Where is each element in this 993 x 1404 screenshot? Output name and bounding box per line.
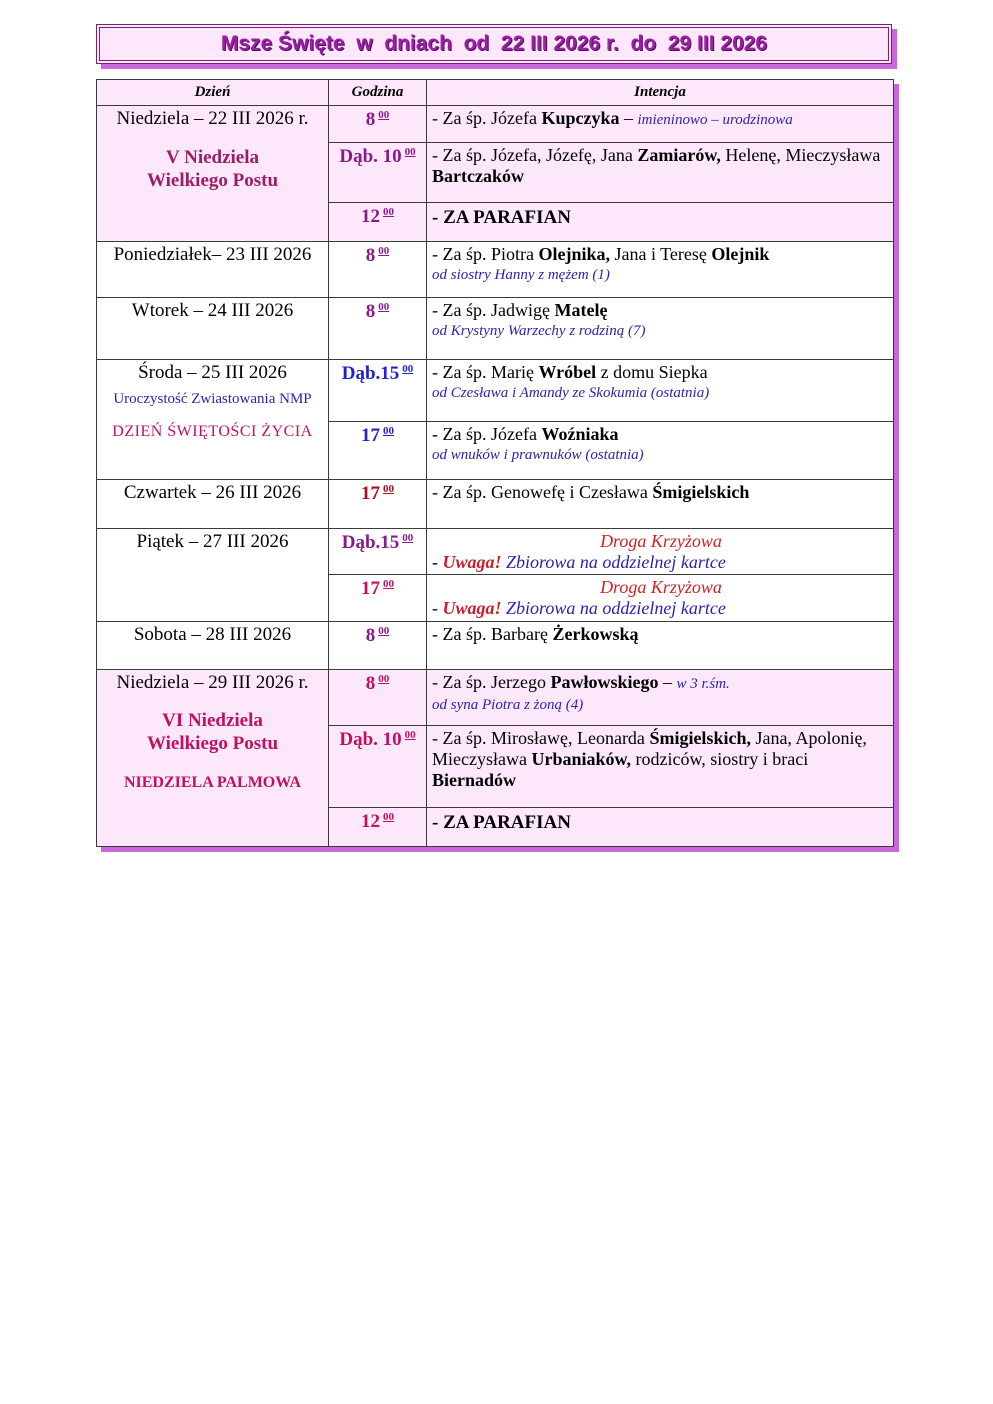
table-row [97,670,894,726]
intention-text: - Za śp. Jadwigę [432,300,555,320]
intention-cell [427,203,894,242]
day-name: Poniedziałek– 23 III 2026 [113,244,312,265]
day-cell-friday [97,529,329,622]
time-value: 8 [365,625,376,646]
intention-cell [427,480,894,529]
intention-surname: Bartczaków [432,166,524,186]
intention-surname: Biernadów [432,770,517,790]
intention-cell [427,808,894,847]
time-cell [329,622,427,670]
time-value: Dąb. 10 [339,146,402,167]
intention-cell [427,360,894,422]
time-cell [329,360,427,422]
way-of-cross-label: Droga Krzyżowa [600,531,722,551]
time-value: 12 [361,206,380,227]
intention-surname: Pawłowskiego [550,672,659,692]
intention-dash: – [619,108,638,128]
time-cell [329,106,427,143]
time-value: 8 [365,301,376,322]
intention-surname: Urbaniaków, [531,749,631,769]
time-minutes: 00 [383,425,394,437]
time-cell [329,298,427,360]
time-cell [329,203,427,242]
time-minutes: 00 [383,206,394,218]
intention-cell [427,106,894,143]
time-cell [329,422,427,480]
intention-text-cont: Helenę, Mieczysława [720,145,881,165]
time-minutes: 00 [404,729,416,741]
special-day-name: DZIEŃ ŚWIĘTOŚCI ŻYCIA [112,423,313,440]
time-minutes: 00 [383,578,394,590]
page-title: Msze Święte w dniach od 22 III 2026 r. do 29 III 2026 [220,32,768,55]
intention-text-cont: Jana, Apolonię, [750,728,867,748]
title-banner [96,24,892,64]
time-minutes: 00 [378,109,390,121]
time-value: Dąb.15 [341,363,400,384]
header-time: Godzina [329,80,427,106]
table-row [97,242,894,298]
intention-text: - Za śp. Józefa [432,424,542,444]
time-cell [329,670,427,726]
intention-text: - Za śp. Genowefę i Czesława [432,482,653,502]
intention-surname: Woźniaka [541,424,619,444]
intention-text-cont: rodziców, siostry i braci [631,749,809,769]
time-value: 17 [361,425,380,446]
intention-cell [427,529,894,575]
intention-text: - Za śp. Jerzego [432,672,551,692]
intention-surname: Żerkowską [552,624,639,644]
day-name: Sobota – 28 III 2026 [133,624,292,645]
liturgical-day-line2: Wielkiego Postu [146,170,279,191]
intention-surname: Olejnika, [538,244,610,264]
time-value: 12 [361,811,380,832]
table-row [97,106,894,143]
day-cell-wednesday [97,360,329,480]
header-intention: Intencja [427,80,894,106]
notice-label: Uwaga! [442,552,502,572]
time-value: 17 [361,578,380,599]
intention-surname: Zamiarów, [637,145,721,165]
time-minutes: 00 [383,483,394,495]
table-row [97,360,894,422]
intention-dash: - [432,552,443,572]
day-name: Niedziela – 22 III 2026 r. [116,108,309,129]
intention-text: - Za śp. Józefa [432,108,542,128]
time-minutes: 00 [378,301,390,313]
time-value: 8 [365,673,376,694]
time-minutes: 00 [402,363,414,375]
time-cell [329,480,427,529]
liturgical-day-line1: V Niedziela [165,147,260,168]
time-cell [329,726,427,808]
header-row [97,80,894,106]
liturgical-day-line1: VI Niedziela [162,710,263,731]
intention-text-cont: Jana i Teresę [610,244,712,264]
day-name: Wtorek – 24 III 2026 [131,300,294,321]
day-cell-sunday-22 [97,106,329,242]
intention-surname: Olejnik [711,244,770,264]
time-value: 17 [361,483,380,504]
time-minutes: 00 [378,673,390,685]
intention-note: od wnuków i prawnuków (ostatnia) [432,447,644,463]
day-cell-tuesday [97,298,329,360]
time-cell [329,529,427,575]
mass-schedule-table [96,79,894,847]
time-value: Dąb.15 [341,532,400,553]
time-cell [329,242,427,298]
intention-text: - Za śp. Józefa, Józefę, Jana [432,145,638,165]
intention-text: - Za śp. Marię [432,362,539,382]
time-value: Dąb. 10 [339,729,402,750]
time-cell [329,143,427,203]
intention-surname: Śmigielskich [652,482,750,502]
table-row [97,298,894,360]
header-day: Dzień [97,80,329,106]
special-day-name: NIEDZIELA PALMOWA [123,774,302,791]
intention-text-cont: z domu Siepka [596,362,708,382]
day-name: Piątek – 27 III 2026 [136,531,289,552]
intention-cell [427,670,894,726]
intention-text: - ZA PARAFIAN [432,207,571,228]
table-row [97,622,894,670]
table-row [97,529,894,575]
intention-text: - ZA PARAFIAN [432,812,571,833]
notice-text: Zbiorowa na oddzielnej kartce [501,598,726,618]
feast-name: Uroczystość Zwiastowania NMP [113,391,312,407]
intention-note: imieninowo – urodzinowa [637,112,793,128]
day-name: Środa – 25 III 2026 [138,362,287,383]
intention-note: od siostry Hanny z mężem (1) [432,267,610,283]
intention-note: od Krystyny Warzechy z rodziną (7) [432,323,646,339]
notice-label: Uwaga! [442,598,502,618]
intention-note: od syna Piotra z żoną (4) [432,697,584,713]
time-cell [329,808,427,847]
day-cell-thursday [97,480,329,529]
intention-surname: Wróbel [538,362,597,382]
time-minutes: 00 [378,625,390,637]
day-name: Niedziela – 29 III 2026 r. [116,672,309,693]
time-value: 8 [365,245,376,266]
intention-cell [427,622,894,670]
day-name: Czwartek – 26 III 2026 [123,482,302,503]
time-minutes: 00 [383,811,394,823]
intention-surname: Kupczyka [541,108,620,128]
notice-text: Zbiorowa na oddzielnej kartce [501,552,726,572]
intention-cell [427,726,894,808]
intention-surname: Śmigielskich, [649,728,751,748]
time-value: 8 [365,109,376,130]
time-minutes: 00 [378,245,390,257]
intention-inline-note: w 3 r.śm. [676,676,730,692]
intention-surname: Matelę [554,300,608,320]
intention-text: Mieczysława [432,749,532,769]
liturgical-day-line2: Wielkiego Postu [146,733,279,754]
table-row [97,480,894,529]
time-minutes: 00 [402,532,414,544]
time-minutes: 00 [404,146,416,158]
intention-text: - Za śp. Mirosławę, Leonarda [432,728,650,748]
day-cell-saturday [97,622,329,670]
intention-cell [427,298,894,360]
day-cell-sunday-29 [97,670,329,847]
day-cell-monday [97,242,329,298]
intention-cell [427,575,894,622]
intention-dash: – [658,672,677,692]
way-of-cross-label: Droga Krzyżowa [600,577,722,597]
time-cell [329,575,427,622]
intention-cell [427,242,894,298]
intention-text: - Za śp. Barbarę [432,624,553,644]
intention-text: - Za śp. Piotra [432,244,539,264]
intention-dash: - [432,598,443,618]
intention-note: od Czesława i Amandy ze Skokumia (ostatnia) [432,385,710,401]
intention-cell [427,143,894,203]
intention-cell [427,422,894,480]
